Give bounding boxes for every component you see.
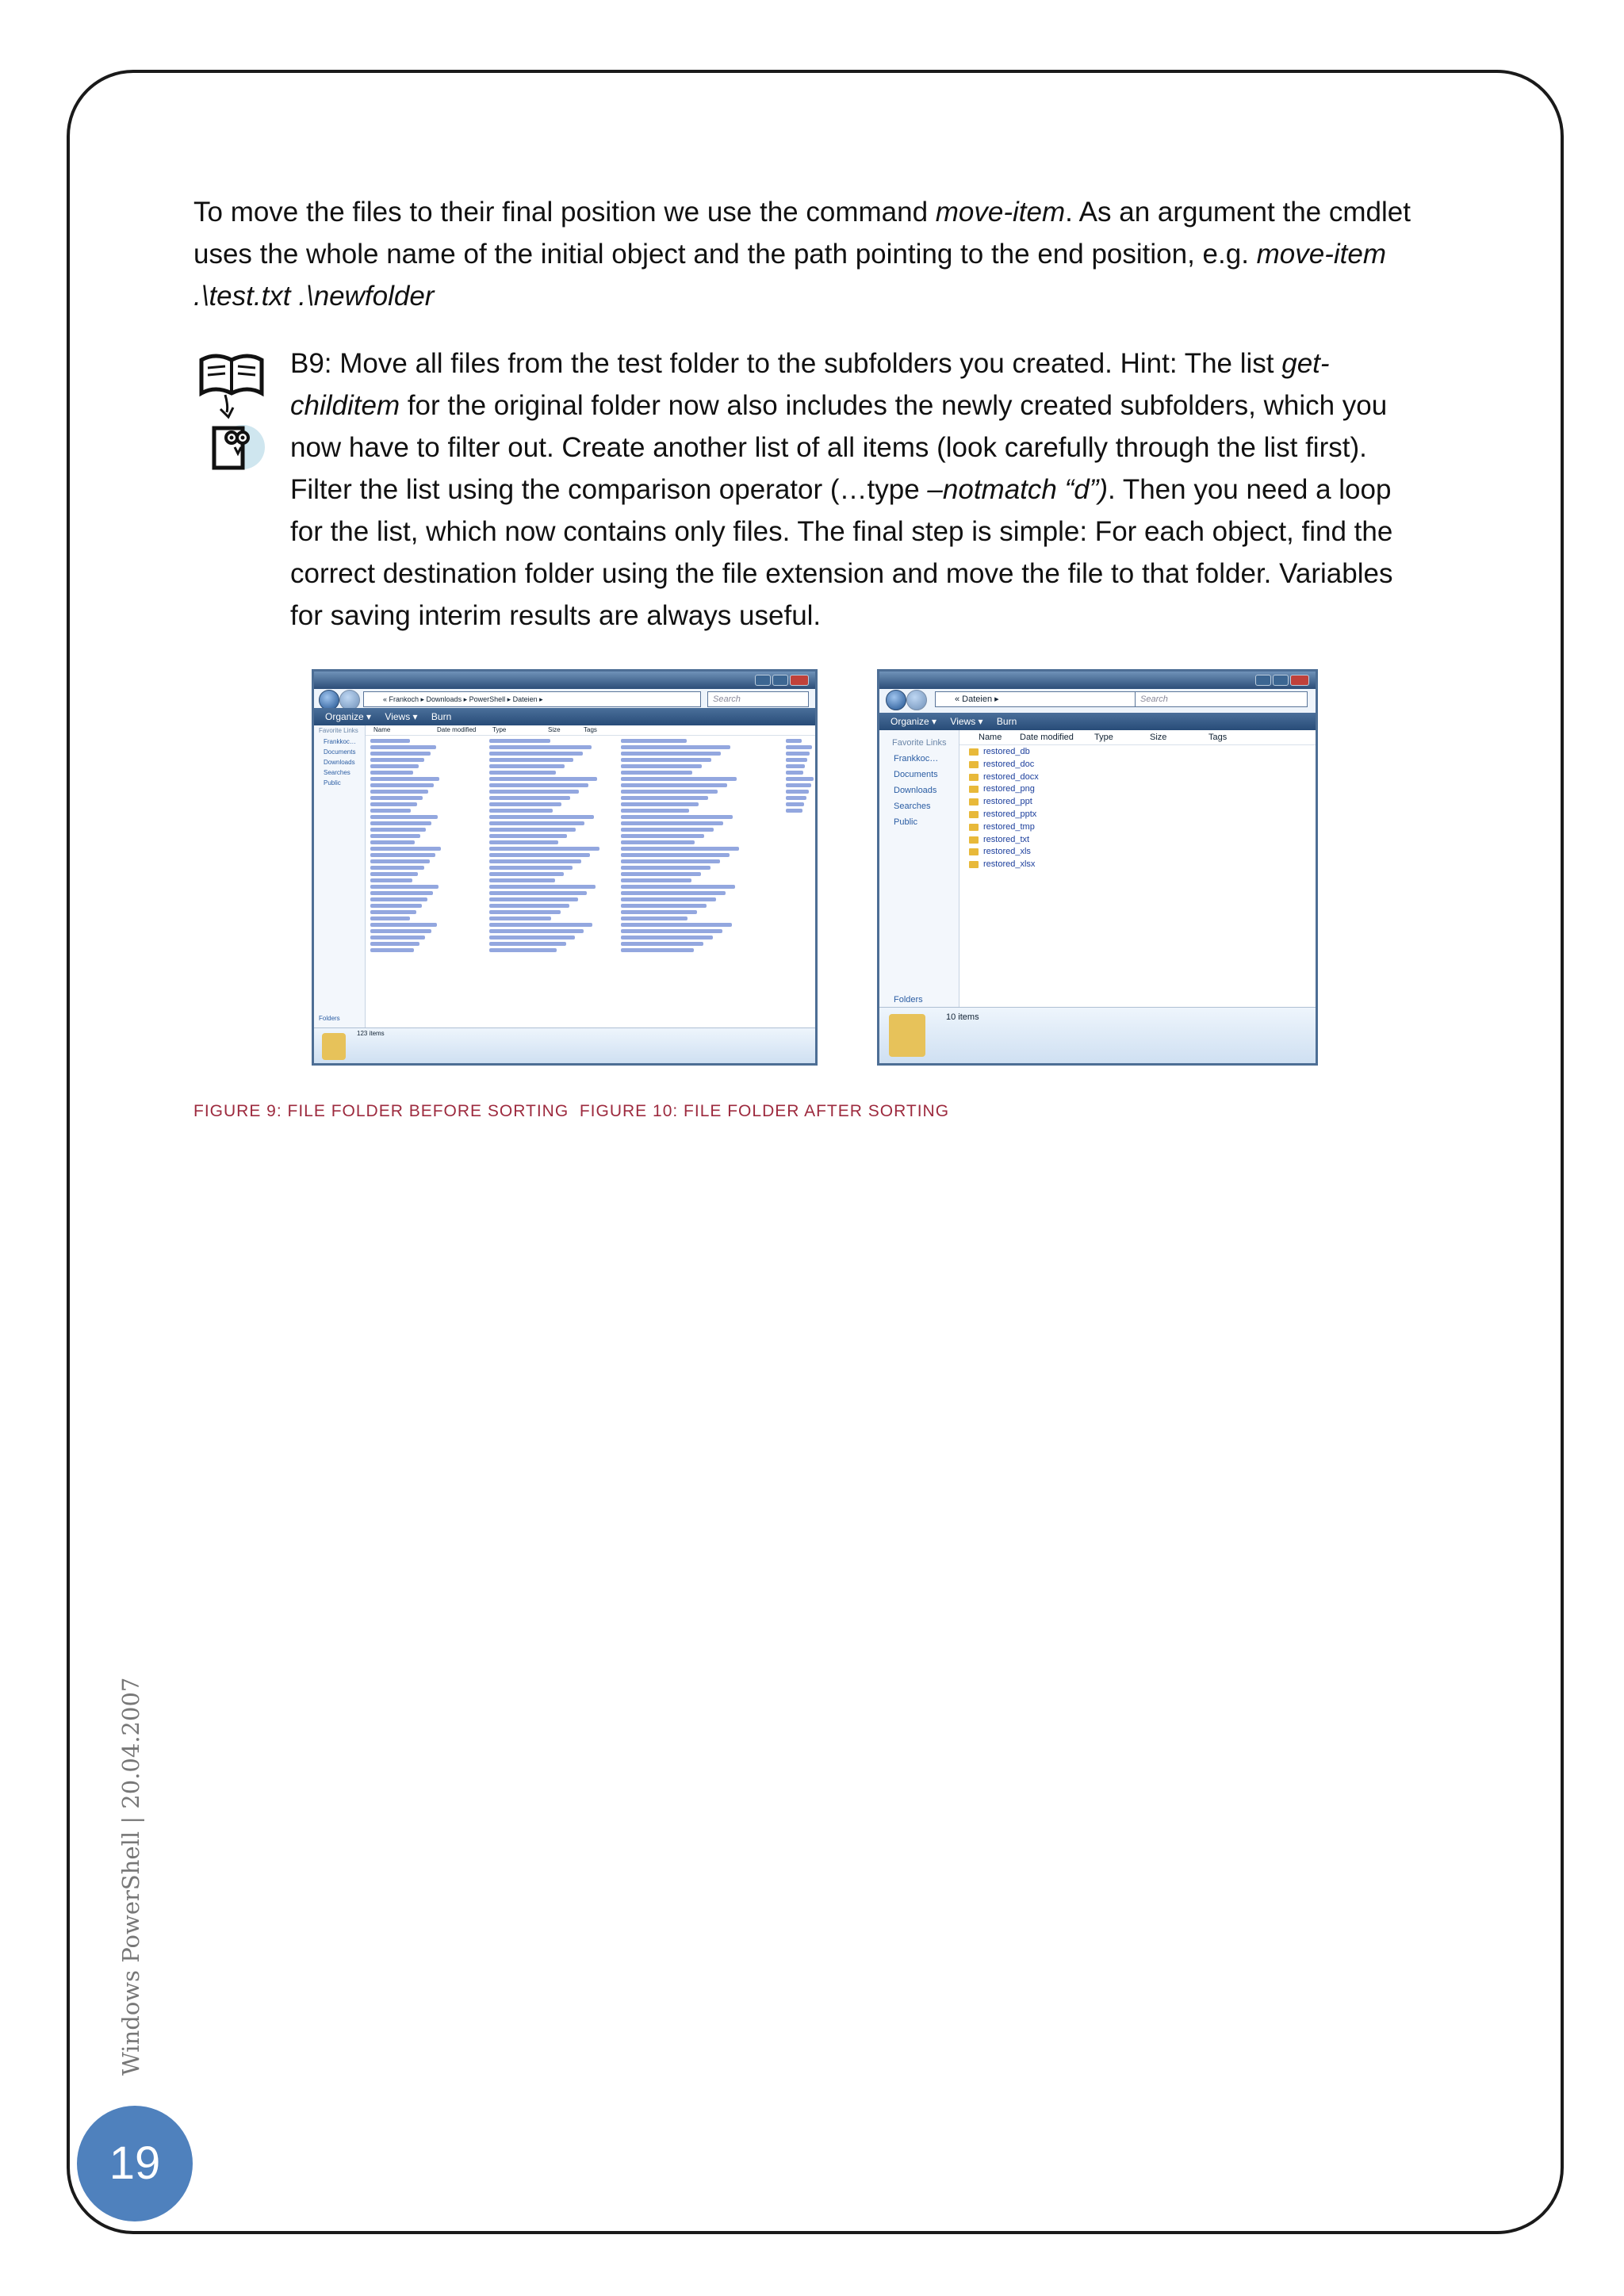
burn-button: Burn	[996, 716, 1017, 727]
page-number: 19	[77, 2106, 193, 2221]
file-row	[621, 758, 711, 762]
status-bar	[314, 1027, 815, 1063]
file-row	[489, 809, 553, 813]
file-row	[621, 936, 713, 939]
file-row	[621, 771, 692, 775]
file-row	[489, 815, 594, 819]
col-name: Name	[979, 733, 1002, 742]
file-row	[621, 853, 730, 857]
file-row	[370, 783, 434, 787]
screenshot-after-sorting	[877, 669, 1318, 1066]
file-row	[786, 758, 807, 762]
list-item: restored_txt	[963, 834, 1039, 847]
col-size: Size	[1150, 733, 1167, 742]
toolbar	[879, 713, 1316, 730]
file-row	[786, 783, 811, 787]
list-item: restored_ppt	[963, 796, 1039, 809]
file-row	[489, 752, 583, 756]
title-bar	[879, 672, 1316, 689]
file-row	[786, 739, 802, 743]
file-row	[370, 885, 439, 889]
file-row	[370, 916, 410, 920]
file-row	[621, 923, 732, 927]
nav-documents: Documents	[324, 748, 356, 756]
file-row	[489, 840, 558, 844]
file-row	[370, 891, 433, 895]
address-bar: « Dateien ▸	[935, 691, 1139, 707]
screenshot-before-sorting	[312, 669, 818, 1066]
para1-italic-1: move-item	[935, 197, 1066, 228]
nav-searches: Searches	[894, 802, 931, 811]
file-row	[621, 764, 702, 768]
file-row	[621, 840, 695, 844]
file-row	[489, 859, 581, 863]
list-item: restored_db	[963, 746, 1039, 759]
forward-icon	[906, 690, 927, 710]
file-row	[370, 872, 418, 876]
file-row	[621, 948, 694, 952]
figure-caption: FIGURE 9: FILE FOLDER BEFORE SORTING FIGURE 10: FILE FOLDER AFTER SORTING	[193, 1102, 950, 1120]
maximize-icon	[1273, 675, 1289, 686]
file-row	[621, 910, 697, 914]
toolbar	[314, 708, 815, 725]
file-row	[786, 771, 803, 775]
col-tags: Tags	[584, 726, 597, 733]
address-bar: « Frankoch ▸ Downloads ▸ PowerShell ▸ Dateien ▸	[363, 691, 701, 707]
file-row	[621, 904, 707, 908]
para1-text-2: . As an argument the cmdlet uses the whole name of the initial object and the path pointing to the end position, e.g.	[193, 197, 1411, 270]
file-row	[489, 910, 561, 914]
file-row	[489, 904, 569, 908]
list-item: restored_pptx	[963, 809, 1039, 821]
file-row	[489, 916, 551, 920]
nav-public: Public	[894, 817, 917, 827]
col-type: Type	[1094, 733, 1113, 742]
file-row	[621, 783, 727, 787]
file-row	[621, 834, 704, 838]
file-row	[489, 866, 573, 870]
file-row	[370, 745, 436, 749]
file-row	[370, 840, 415, 844]
file-column-1	[370, 737, 442, 955]
nav-user: Frankkoc…	[324, 738, 356, 745]
file-row	[621, 796, 708, 800]
folder-icon	[322, 1033, 346, 1060]
file-row	[489, 897, 578, 901]
item-count: 123 items	[357, 1030, 385, 1037]
folder-list	[963, 746, 1039, 871]
file-row	[489, 828, 576, 832]
file-row	[786, 790, 809, 794]
file-row	[489, 745, 592, 749]
file-row	[370, 828, 426, 832]
file-row	[370, 904, 422, 908]
para1-text-1: To move the files to their final position we use the command	[193, 197, 936, 228]
col-tags: Tags	[1208, 733, 1228, 742]
file-row	[786, 809, 802, 813]
file-row	[489, 885, 596, 889]
para2-text-2: for the original folder now also includes the newly created subfolders, which you now have to filter out. Create another list of all items (look carefully through the list first). Filter the list using the comparison operator (…type	[290, 390, 1388, 505]
file-row	[621, 745, 730, 749]
file-row	[489, 929, 584, 933]
list-item: restored_png	[963, 783, 1039, 796]
file-row	[489, 834, 567, 838]
file-row	[370, 815, 438, 819]
file-row	[370, 777, 439, 781]
file-row	[370, 790, 428, 794]
para2-italic-1: get-childitem	[290, 348, 1330, 421]
file-row	[489, 948, 557, 952]
file-list	[366, 725, 815, 1028]
file-row	[370, 796, 423, 800]
nav-public: Public	[324, 779, 341, 786]
file-row	[786, 777, 814, 781]
nav-downloads: Downloads	[894, 786, 937, 795]
file-row	[621, 916, 688, 920]
file-list	[959, 730, 1316, 1008]
file-row	[489, 878, 555, 882]
nav-user: Frankkoc…	[894, 754, 939, 763]
col-date-modified: Date modified	[1020, 733, 1074, 742]
file-row	[621, 815, 733, 819]
search-input: Search	[1135, 691, 1308, 707]
file-row	[370, 929, 431, 933]
book-and-owl-icon	[197, 349, 266, 476]
footer-document-title: Windows PowerShell | 20.04.2007	[117, 1677, 144, 2076]
file-row	[489, 758, 573, 762]
file-row	[621, 872, 701, 876]
file-row	[786, 745, 812, 749]
file-row	[489, 923, 592, 927]
file-row	[621, 821, 723, 825]
organize-button: Organize ▾	[325, 711, 372, 722]
views-button: Views ▾	[950, 716, 983, 727]
burn-button: Burn	[431, 711, 452, 722]
para1-italic-2: move-item .\test.txt .\newfolder	[193, 239, 1387, 312]
para2-text-1: B9: Move all files from the test folder to the subfolders you created. Hint: The list	[290, 348, 1282, 379]
minimize-icon	[1255, 675, 1271, 686]
file-row	[621, 929, 722, 933]
file-row	[489, 790, 579, 794]
file-row	[621, 790, 718, 794]
file-row	[370, 853, 435, 857]
file-row	[370, 821, 431, 825]
close-icon	[790, 675, 809, 686]
file-row	[621, 809, 689, 813]
file-row	[621, 859, 720, 863]
file-row	[489, 739, 550, 743]
file-row	[370, 948, 414, 952]
file-row	[370, 878, 412, 882]
file-row	[621, 885, 735, 889]
nav-searches: Searches	[324, 769, 350, 776]
file-row	[489, 942, 566, 946]
file-row	[489, 847, 599, 851]
file-row	[489, 777, 597, 781]
item-count: 10 items	[946, 1012, 979, 1022]
file-row	[489, 936, 575, 939]
col-date-modified: Date modified	[437, 726, 477, 733]
file-row	[370, 942, 419, 946]
file-row	[621, 891, 726, 895]
folder-icon	[889, 1014, 925, 1057]
folders-label: Folders	[319, 1015, 340, 1022]
file-row	[370, 739, 410, 743]
file-row	[621, 897, 716, 901]
paragraph-exercise-b9	[290, 342, 1424, 637]
file-row	[621, 752, 721, 756]
file-row	[489, 783, 588, 787]
back-icon	[886, 690, 906, 710]
file-row	[621, 828, 714, 832]
nav-downloads: Downloads	[324, 759, 355, 766]
file-row	[489, 872, 564, 876]
file-row	[370, 897, 427, 901]
title-bar	[314, 672, 815, 689]
folders-label: Folders	[894, 995, 923, 1004]
maximize-icon	[772, 675, 788, 686]
organize-button: Organize ▾	[891, 716, 937, 727]
file-column-3	[621, 737, 740, 955]
status-bar	[879, 1007, 1316, 1063]
file-row	[621, 878, 691, 882]
file-row	[621, 777, 737, 781]
close-icon	[1290, 675, 1309, 686]
list-item: restored_xls	[963, 846, 1039, 859]
nav-favorite-links: Favorite Links	[319, 727, 358, 734]
file-row	[489, 853, 590, 857]
file-row	[370, 758, 424, 762]
para2-italic-2: –notmatch “d”)	[927, 474, 1109, 505]
file-row	[621, 866, 710, 870]
file-row	[786, 802, 804, 806]
list-item: restored_xlsx	[963, 859, 1039, 871]
navigation-pane	[314, 725, 366, 1028]
list-item: restored_doc	[963, 759, 1039, 771]
col-name: Name	[373, 726, 391, 733]
file-row	[621, 942, 703, 946]
views-button: Views ▾	[385, 711, 418, 722]
file-row	[786, 764, 805, 768]
file-row	[489, 802, 561, 806]
file-row	[370, 936, 425, 939]
file-row	[786, 796, 806, 800]
file-row	[489, 764, 565, 768]
file-row	[370, 834, 420, 838]
file-row	[489, 891, 587, 895]
search-input: Search	[707, 691, 809, 707]
file-row	[370, 752, 431, 756]
paragraph-move-item	[193, 191, 1431, 317]
file-row	[621, 847, 739, 851]
file-row	[786, 752, 810, 756]
file-row	[489, 771, 556, 775]
file-row	[370, 910, 416, 914]
nav-favorite-links: Favorite Links	[892, 738, 947, 748]
para2-text-3: . Then you need a loop for the list, which now contains only files. The final step is simple: For each object, find the correct destination folder using the file extension and move the file to that folder. Variables for saving interim results are always useful.	[290, 474, 1393, 631]
file-row	[489, 796, 570, 800]
minimize-icon	[755, 675, 771, 686]
file-row	[370, 859, 430, 863]
list-item: restored_docx	[963, 771, 1039, 784]
column-header	[959, 730, 1316, 745]
file-row	[370, 771, 413, 775]
file-row	[621, 739, 687, 743]
col-size: Size	[548, 726, 561, 733]
file-row	[370, 764, 419, 768]
file-row	[370, 923, 437, 927]
file-row	[370, 866, 424, 870]
nav-documents: Documents	[894, 770, 938, 779]
file-row	[621, 802, 699, 806]
file-column-2	[489, 737, 600, 955]
list-item: restored_tmp	[963, 821, 1039, 834]
file-row	[370, 809, 411, 813]
file-column-4	[786, 737, 814, 815]
column-header	[366, 725, 815, 736]
col-type: Type	[492, 726, 507, 733]
file-row	[489, 821, 584, 825]
file-row	[370, 802, 417, 806]
file-row	[370, 847, 441, 851]
navigation-pane	[879, 730, 959, 1008]
